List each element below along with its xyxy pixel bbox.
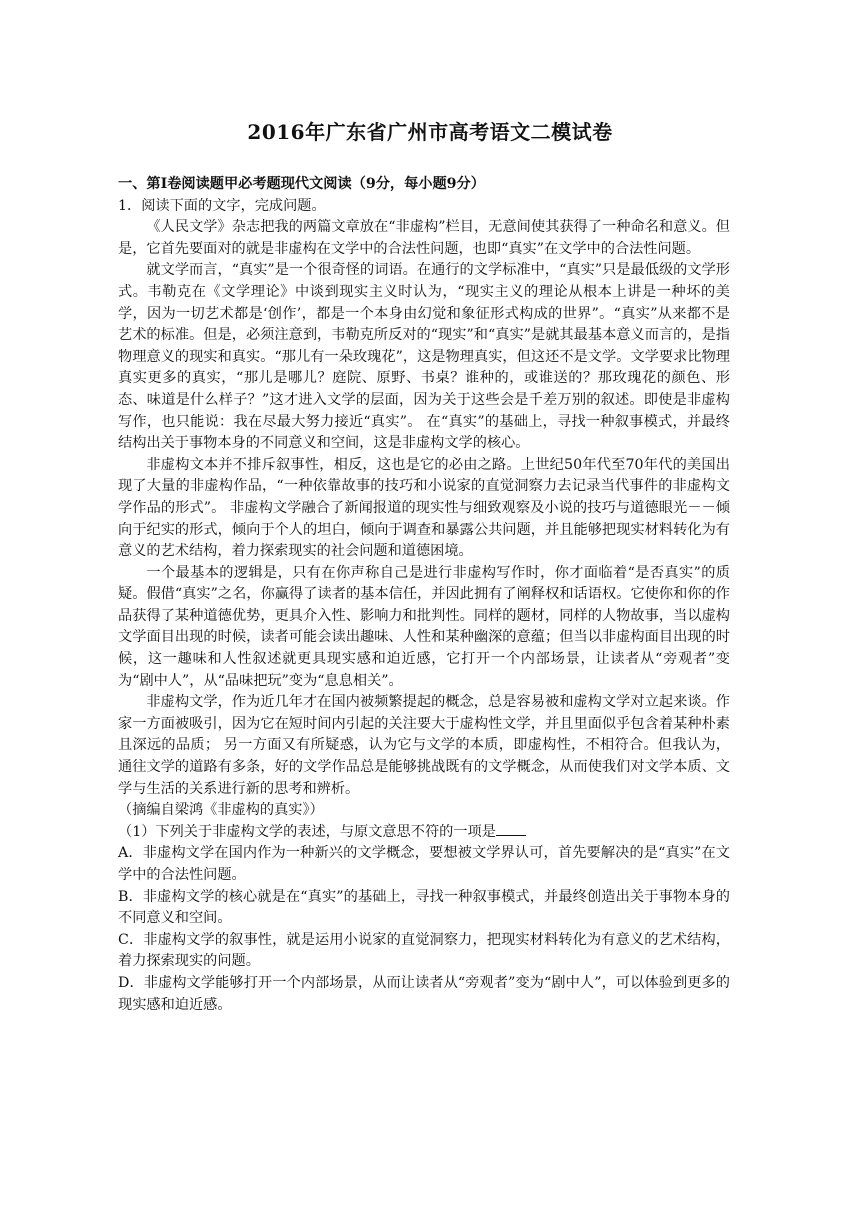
- document-body: [118, 174, 730, 1016]
- question-intro: 1．阅读下面的文字，完成问题。: [118, 197, 326, 214]
- section-heading: 一、第Ⅰ卷阅读题甲必考题现代文阅读（9分，每小题9分）: [118, 176, 485, 192]
- document-title: 2016年广东省广州市高考语文二模试卷: [247, 120, 613, 144]
- passage-paragraph: 一个最基本的逻辑是，只有在你声称自己是进行非虚构写作时，你才面临着“是否真实”的质疑。假借“真实”之名，你赢得了读者的基本信任，并因此拥有了阐释权和话语权。它使你和你的作品获得了某种道德优势，更具介入性、影响力和批判性。同样的题材，同样的人物故事，当以虚构文学面目出现的时候，读者可能会读出趣味、人性和某种幽深的意蕴；但当以非虚构面目出现的时候，这一趣味和人性叙述就更具现实感和迫近感，它打开一个内部场景，让读者从“旁观者”变为“剧中人”，从“品味把玩”变为“息息相关”。: [118, 564, 730, 689]
- option-c: C．非虚构文学的叙事性，就是运用小说家的直觉洞察力，把现实材料转化为有意义的艺术结构，着力探索现实的问题。: [118, 931, 730, 970]
- passage-source: （摘编自梁鸿《非虚构的真实》）: [118, 802, 324, 819]
- option-b: B．非虚构文学的核心就是在“真实”的基础上，寻找一种叙事模式，并最终创造出关于事物本身的不同意义和空间。: [118, 888, 730, 927]
- passage-paragraph: 非虚构文本并不排斥叙事性，相反，这也是它的必由之路。上世纪50年代至70年代的美国出现了大量的非虚构作品，“一种依靠故事的技巧和小说家的直觉洞察力去记录当代事件的非虚构文学作品的形式”。 非虚构文学融合了新闻报道的现实性与细致观察及小说的技巧与道德眼光－－倾向于纪实的形式，倾向于个人的坦白，倾向于调查和暴露公共问题，并且能够把现实材料转化为有意义的艺术结构，着力探索现实的社会问题和道德困境。: [118, 456, 730, 560]
- option-a: A．非虚构文学在国内作为一种新兴的文学概念，要想被文学界认可，首先要解决的是“真实”在文学中的合法性问题。: [118, 845, 730, 883]
- answer-blank: [496, 823, 526, 836]
- passage-paragraph: 《人民文学》杂志把我的两篇文章放在“非虚构”栏目，无意间使其获得了一种命名和意义。但是，它首先要面对的就是非虚构在文学中的合法性问题，也即“真实”在文学中的合法性问题。: [118, 219, 730, 257]
- option-d: D．非虚构文学能够打开一个内部场景，从而让读者从“旁观者”变为“剧中人”，可以体验到更多的现实感和迫近感。: [118, 974, 730, 1013]
- passage-paragraph: 非虚构文学，作为近几年才在国内被频繁提起的概念，总是容易被和虚构文学对立起来谈。作家一方面被吸引，因为它在短时间内引起的关注要大于虚构性文学，并且里面似乎包含着某种朴素且深远的品质； 另一方面又有所疑惑，认为它与文学的本质，即虚构性，不相符合。但我认为，通往文学的道路有多条，好的文学作品总是能够挑战既有的文学概念，从而使我们对文学本质、文学与生活的关系进行新的思考和辨析。: [118, 694, 730, 797]
- passage-paragraph: 就文学而言，“真实”是一个很奇怪的词语。在通行的文学标准中，“真实”只是最低级的文学形式。韦勒克在《文学理论》中谈到现实主义时认为，“现实主义的理论从根本上讲是一种坏的美学，因为一切艺术都是‘创作’，都是一个本身由幻觉和象征形式构成的世界”。“真实”从来都不是艺术的标准。但是，必须注意到，韦勒克所反对的“现实”和“真实”是就其最基本意义而言的，是指物理意义的现实和真实。“那儿有一朵玫瑰花”，这是物理真实，但这还不是文学。文学要求比物理真实更多的真实，“那儿是哪儿？庭院、原野、书桌？谁种的，或谁送的？那玫瑰花的颜色、形态、味道是什么样子？”这才进入文学的层面，因为关于这些会是千差万别的叙述。即使是非虚构写作，也只能说：我在尽最大努力接近“真实”。 在“真实”的基础上，寻找一种叙事模式，并最终结构出关于事物本身的不同意义和空间，这是非虚构文学的核心。: [118, 262, 730, 452]
- sub-question: [118, 822, 730, 844]
- sub-question-text: （1）下列关于非虚构文学的表述，与原文意思不符的一项是: [118, 823, 496, 840]
